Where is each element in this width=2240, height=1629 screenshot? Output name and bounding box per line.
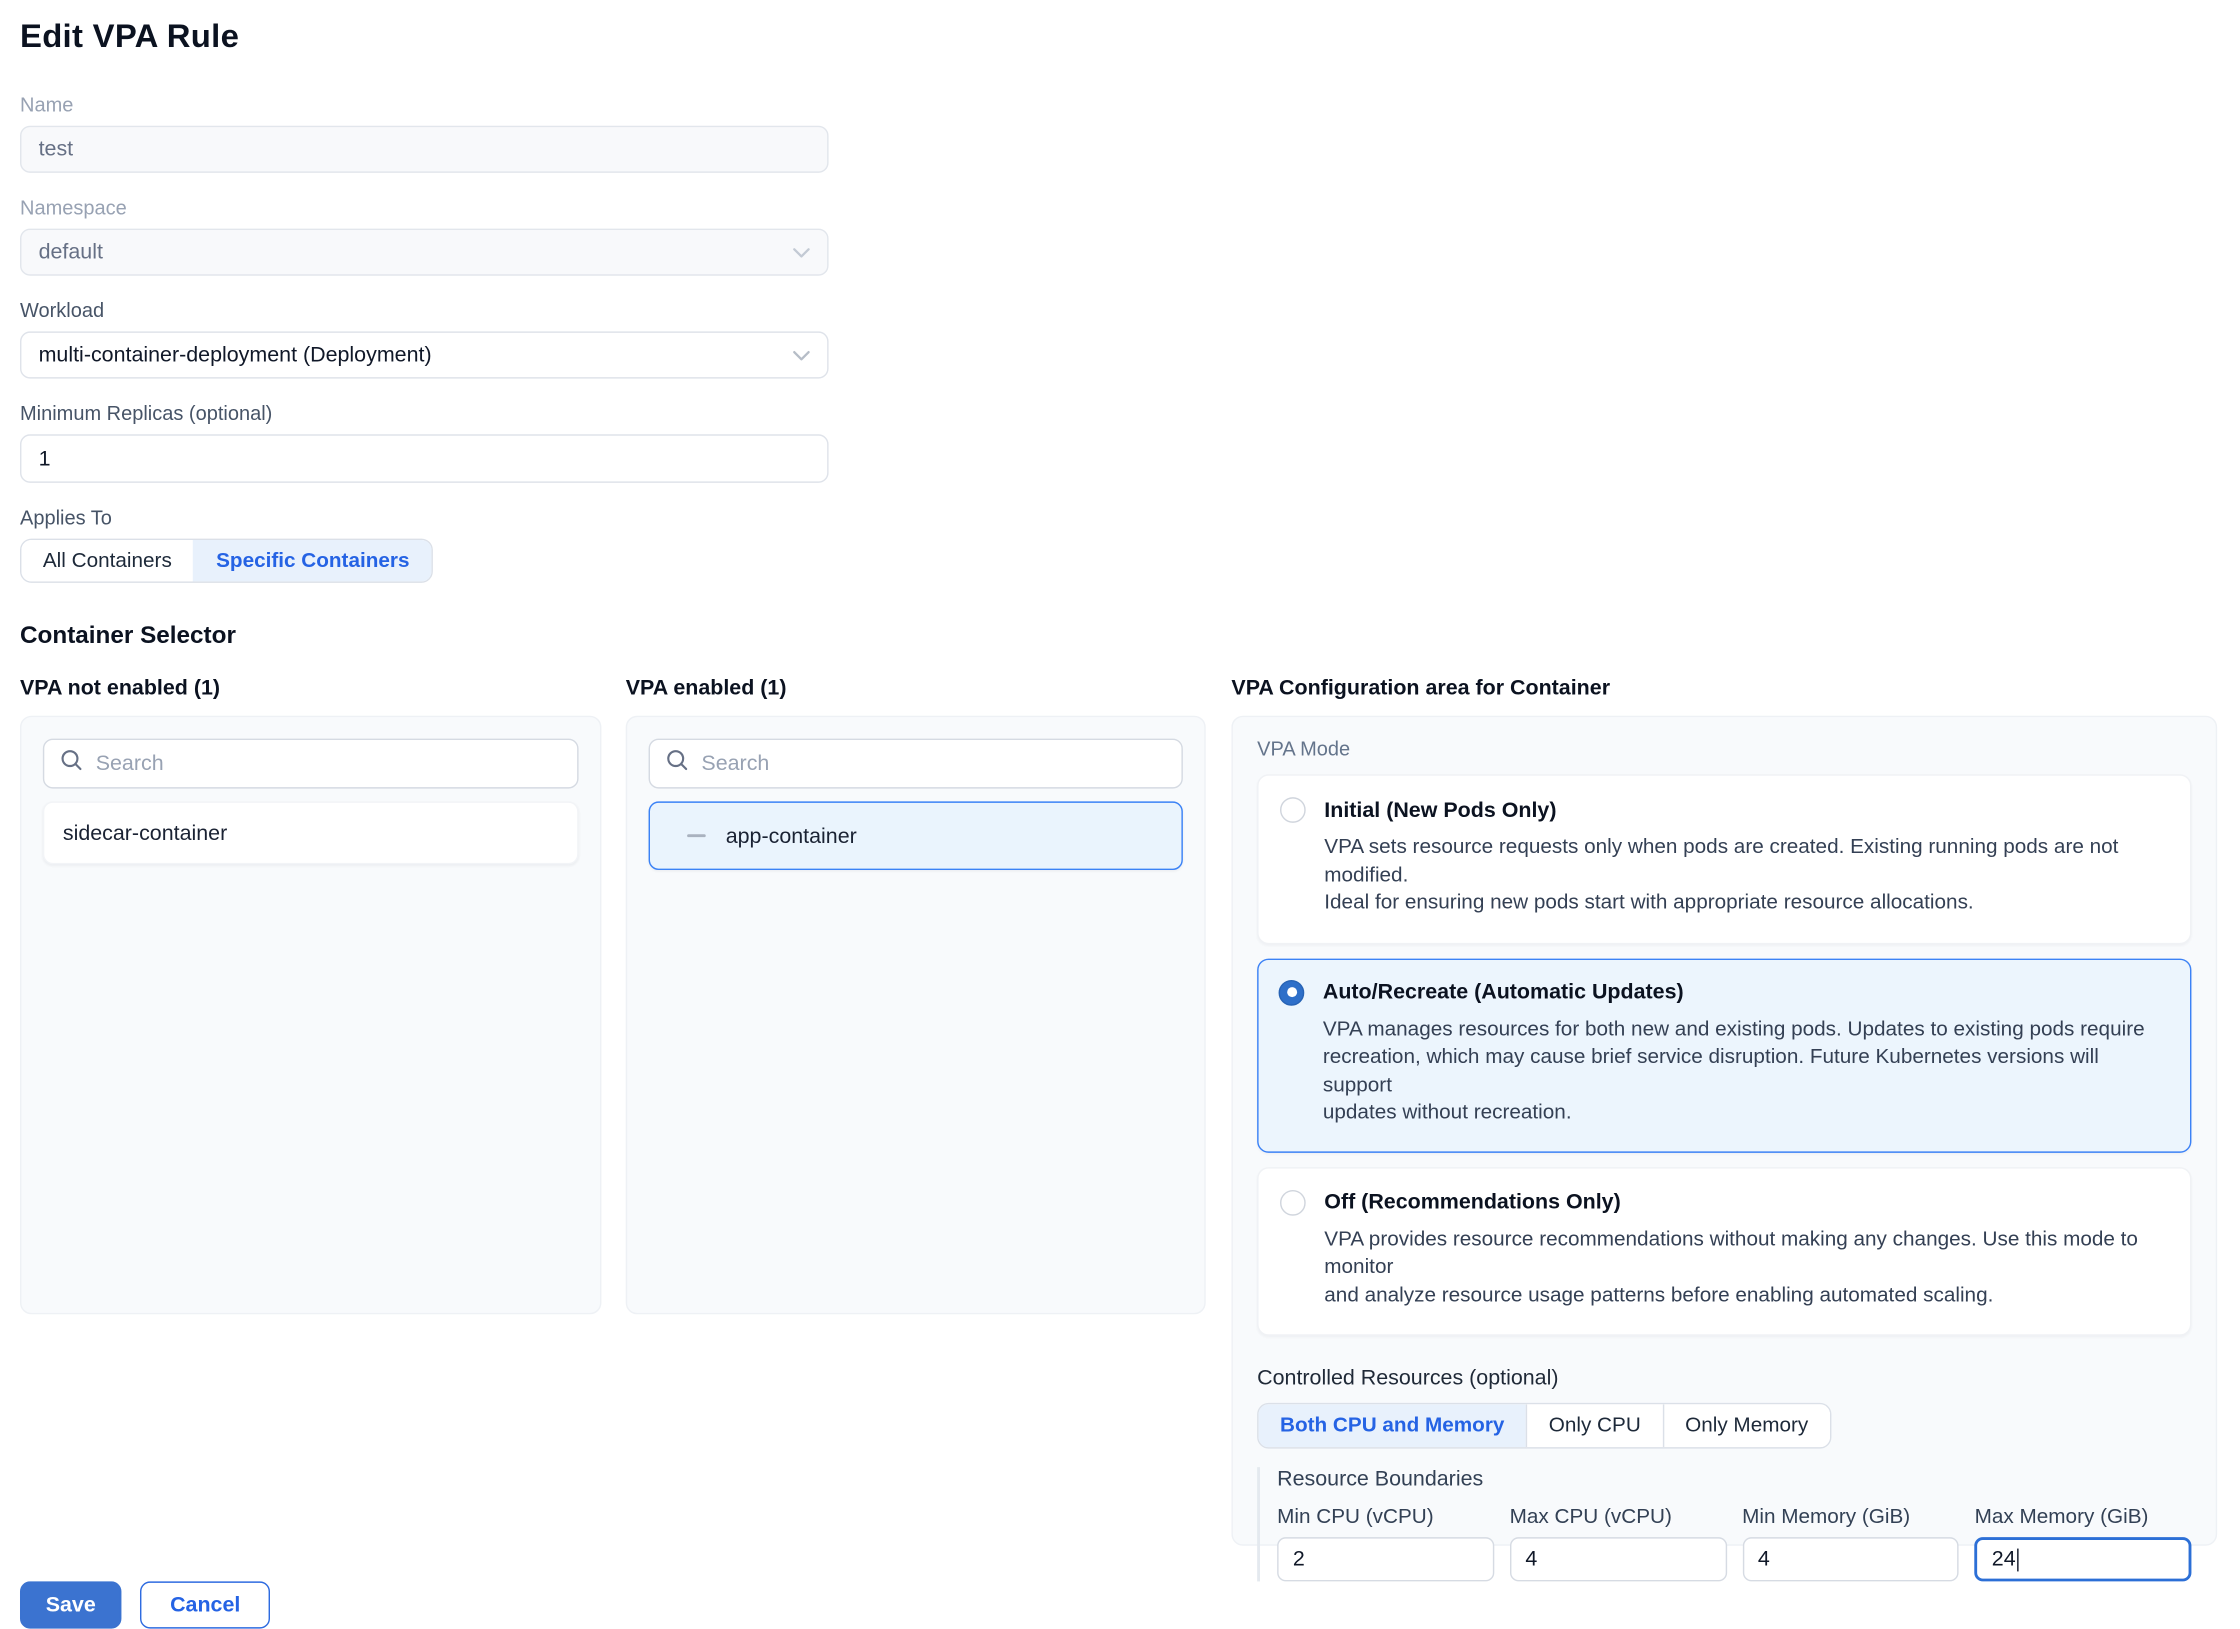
search-icon [60, 749, 83, 779]
mode-description: VPA sets resource requests only when pods are created. Existing running pods are not modified. Ideal for ensuring new pods start with appropriate resource allocations. [1324, 835, 2119, 915]
max-memory-field-group [1975, 1506, 2192, 1582]
max-cpu-label: Max CPU (vCPU) [1509, 1505, 1672, 1529]
min-replicas-field-group [20, 401, 829, 482]
radio-unselected-icon[interactable] [1280, 1189, 1306, 1215]
workload-select[interactable] [20, 331, 829, 378]
controlled-resources-option-only-cpu[interactable]: Only CPU [1526, 1404, 1662, 1447]
radio-unselected-icon[interactable] [1280, 797, 1306, 823]
resource-boundaries-section [1257, 1467, 2191, 1581]
vpa-configuration-column [1231, 675, 2217, 1572]
workload-select-value: multi-container-deployment (Deployment) [38, 342, 432, 368]
applies-to-segmented-control [20, 539, 432, 583]
name-input[interactable] [20, 126, 829, 173]
min-memory-field-group [1742, 1506, 1959, 1582]
min-replicas-input-value: 1 [38, 446, 51, 471]
min-memory-input[interactable] [1742, 1537, 1959, 1581]
min-cpu-input[interactable] [1277, 1537, 1494, 1581]
container-name: app-container [725, 823, 857, 848]
mode-description: VPA provides resource recommendations without making any changes. Use this mode to monitor and analyze resource usage patterns before enabling automated scaling. [1324, 1227, 2138, 1307]
min-cpu-label: Min CPU (vCPU) [1277, 1505, 1434, 1529]
text-caret [2017, 1548, 2019, 1571]
list-item-sidecar-container[interactable] [43, 801, 579, 864]
cancel-button[interactable]: Cancel [140, 1581, 270, 1628]
min-memory-label: Min Memory (GiB) [1742, 1505, 1911, 1529]
name-input-value: test [38, 137, 74, 162]
namespace-select[interactable] [20, 229, 829, 276]
vpa-enabled-heading: VPA enabled (1) [625, 675, 787, 700]
search-icon [666, 749, 689, 779]
vpa-mode-label: VPA Mode [1257, 737, 1351, 760]
min-cpu-field-group [1277, 1506, 1494, 1582]
min-memory-value: 4 [1757, 1547, 1770, 1572]
max-memory-value: 24 [1991, 1547, 2016, 1572]
controlled-resources-segmented-control [1257, 1403, 1831, 1449]
list-item-app-container-selected[interactable] [649, 801, 1183, 870]
vpa-not-enabled-panel [20, 716, 601, 1315]
search-placeholder: Search [95, 751, 164, 776]
applies-to-label: Applies To [19, 505, 112, 529]
workload-label: Workload [19, 298, 105, 322]
vpa-mode-option-initial[interactable] [1257, 774, 2191, 943]
namespace-label: Namespace [19, 195, 127, 219]
workload-field-group [20, 299, 829, 379]
applies-to-group [20, 506, 829, 583]
vpa-enabled-search-input[interactable] [649, 739, 1183, 789]
max-cpu-input[interactable] [1510, 1537, 1727, 1581]
vpa-enabled-panel [626, 716, 1206, 1315]
max-cpu-value: 4 [1525, 1547, 1538, 1572]
container-selector-heading: Container Selector [19, 621, 236, 649]
name-label: Name [19, 92, 74, 116]
controlled-resources-label: Controlled Resources (optional) [1257, 1365, 1559, 1390]
search-placeholder: Search [701, 751, 770, 776]
controlled-resources-option-only-memory[interactable]: Only Memory [1662, 1404, 1829, 1447]
dash-icon [687, 834, 706, 838]
vpa-enabled-column [626, 676, 1206, 1315]
min-replicas-label: Minimum Replicas (optional) [19, 401, 273, 425]
vpa-not-enabled-column [20, 676, 601, 1315]
form-actions [20, 1581, 2220, 1628]
name-field-group [20, 93, 829, 173]
vpa-configuration-heading: VPA Configuration area for Container [1231, 675, 1611, 700]
vpa-mode-option-off[interactable] [1257, 1166, 2191, 1335]
min-cpu-value: 2 [1292, 1547, 1305, 1572]
applies-to-option-all-containers[interactable]: All Containers [21, 540, 193, 581]
vpa-not-enabled-search-input[interactable] [43, 739, 579, 789]
resource-boundaries-heading: Resource Boundaries [1277, 1467, 1484, 1492]
vpa-not-enabled-heading: VPA not enabled (1) [19, 675, 221, 700]
max-memory-label: Max Memory (GiB) [1974, 1505, 2149, 1529]
max-memory-input-focused[interactable] [1975, 1537, 2192, 1581]
page-title: Edit VPA Rule [19, 17, 240, 55]
chevron-down-icon [793, 343, 810, 367]
namespace-select-value: default [38, 239, 103, 265]
min-replicas-input[interactable] [20, 434, 829, 483]
save-button[interactable]: Save [20, 1581, 121, 1628]
vpa-configuration-panel [1231, 716, 2217, 1572]
mode-title: Initial (New Pods Only) [1324, 797, 1557, 823]
controlled-resources-option-both[interactable]: Both CPU and Memory [1259, 1404, 1526, 1447]
applies-to-option-specific-containers[interactable]: Specific Containers [193, 540, 431, 581]
mode-title: Auto/Recreate (Automatic Updates) [1322, 979, 1684, 1005]
container-name: sidecar-container [62, 820, 228, 845]
mode-title: Off (Recommendations Only) [1324, 1189, 1621, 1215]
max-cpu-field-group [1510, 1506, 1727, 1582]
vpa-mode-option-auto-recreate[interactable] [1257, 958, 2191, 1152]
namespace-field-group [20, 196, 829, 276]
radio-selected-icon[interactable] [1279, 979, 1305, 1005]
mode-description: VPA manages resources for both new and existing pods. Updates to existing pods require recreation, which may cause brief service disruption. Future Kubernetes versions will support updates without recreation. [1322, 1017, 2145, 1125]
chevron-down-icon [793, 240, 810, 264]
